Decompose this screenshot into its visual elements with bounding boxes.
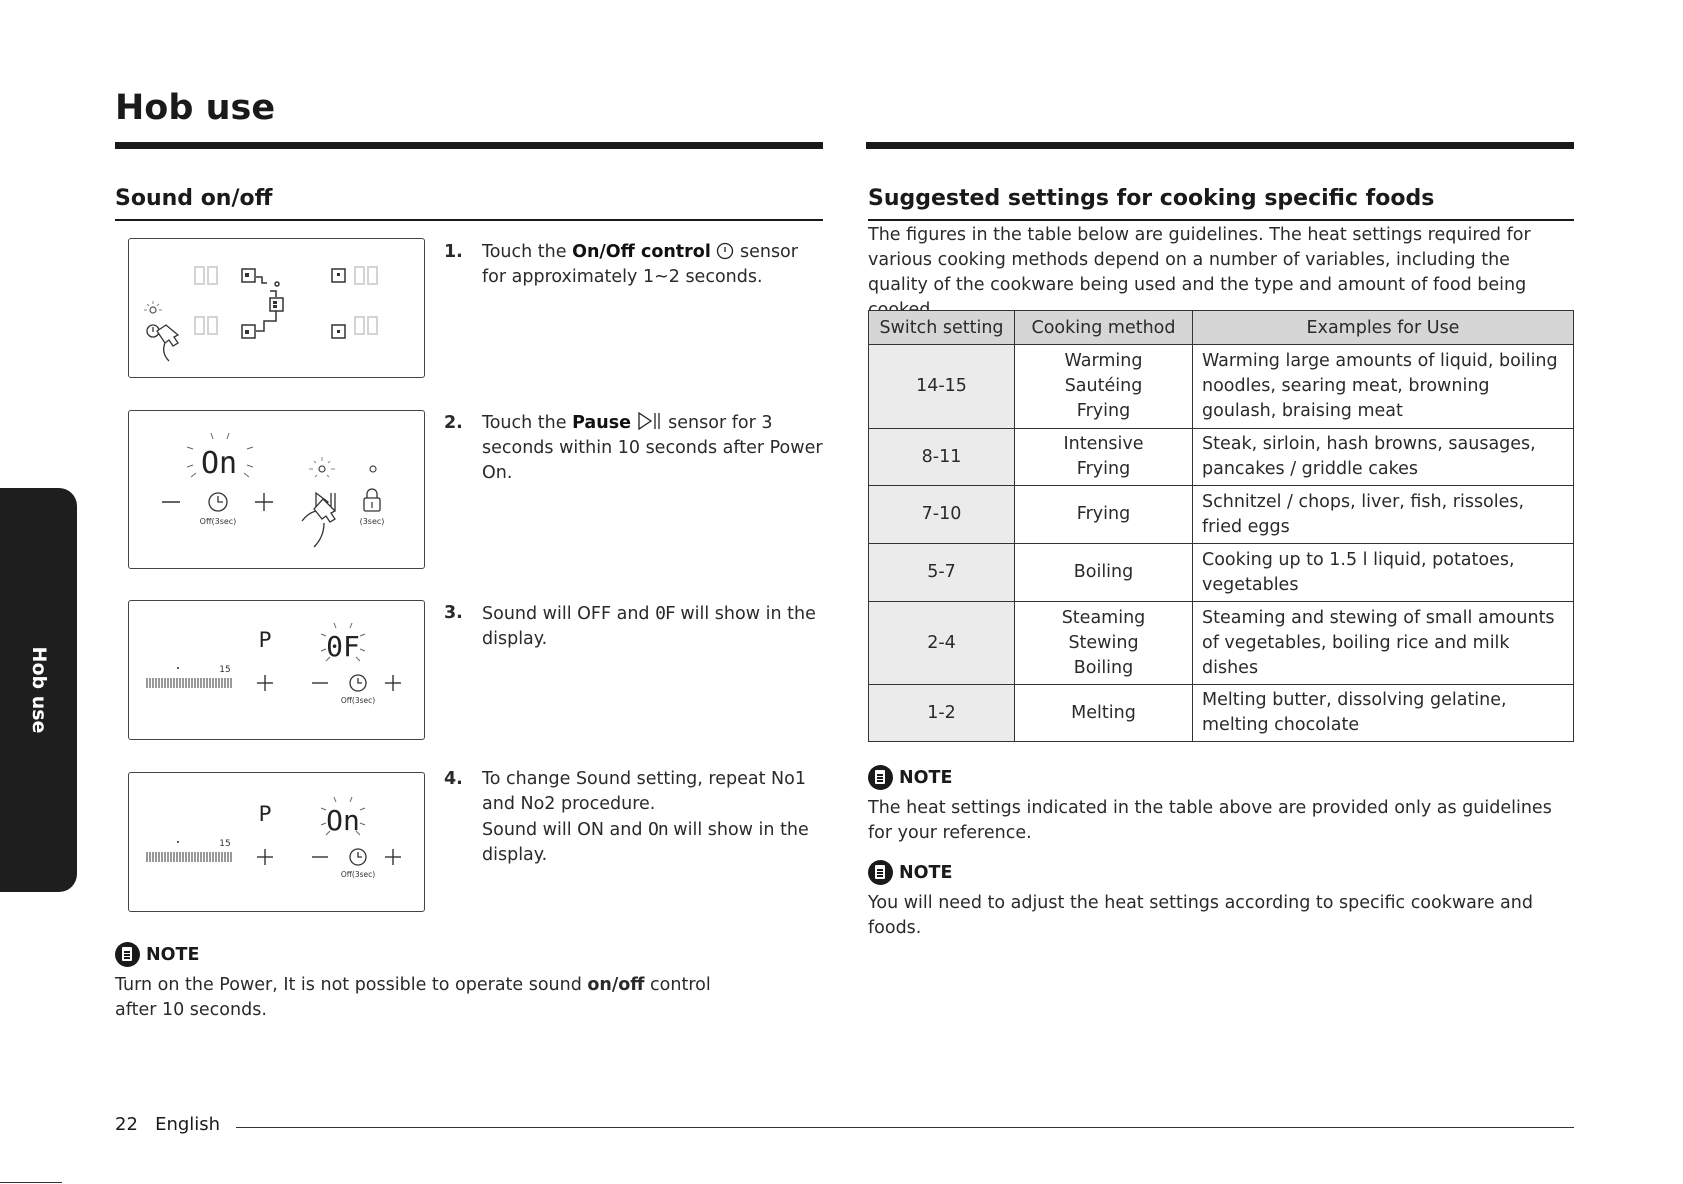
step-3-text-pre: Sound will OFF and [482, 604, 656, 624]
examples-cell: Steaming and stewing of small amounts of vegetables, boiling rice and milk dishes [1193, 602, 1574, 685]
hob-zones-diagram [129, 239, 424, 377]
method: Sautéing [1064, 376, 1143, 396]
cooking-method-cell [1015, 602, 1193, 685]
page-footer [115, 1114, 220, 1135]
settings-note-2-heading [868, 860, 952, 885]
control-panel-diagram-4 [128, 772, 425, 912]
power-level-p: P [258, 628, 272, 652]
footer-rule [236, 1127, 1574, 1128]
step-2-control-name: Pause [572, 413, 631, 433]
step-1-text-post: sensor for approximately 1~2 seconds. [482, 242, 798, 287]
examples-cell: Schnitzel / chops, liver, fish, rissoles, fried eggs [1193, 486, 1574, 544]
level-15: 15 [219, 839, 231, 849]
table-header-row [869, 311, 1574, 345]
display-code-on: On [648, 819, 668, 840]
header-switch-setting: Switch setting [869, 311, 1015, 345]
settings-intro: The figures in the table below are guidelines. The heat settings required for various cooking methods depend on a number of variables, including the quality of the cookware being used and the type and amount of food being [868, 225, 1531, 295]
sound-off-diagram [129, 601, 424, 739]
examples-cell: Warming large amounts of liquid, boiling noodles, searing meat, browning goulash, braising meat [1193, 345, 1574, 429]
note-icon [868, 860, 893, 885]
page-title: Hob use [115, 88, 276, 128]
step-4-text-post: will show in the display. [482, 820, 809, 865]
control-panel-diagram-2 [128, 410, 425, 569]
table-row [869, 602, 1574, 685]
switch-setting-cell: 7-10 [869, 486, 1015, 544]
step-2-text-pre: Touch the [482, 413, 573, 433]
sound-section-rule [115, 219, 823, 221]
page-number: 22 [115, 1114, 138, 1135]
lock-label: (3sec) [359, 517, 385, 526]
header-rule-right [866, 142, 1574, 149]
switch-setting-cell: 1-2 [869, 685, 1015, 742]
cooking-method-cell [1015, 486, 1193, 544]
switch-setting-cell: 2-4 [869, 602, 1015, 685]
step-3-number: 3. [444, 603, 463, 623]
step-1-number: 1. [444, 242, 463, 262]
timer-label: Off(3sec) [340, 696, 376, 705]
settings-section-title: Suggested settings for cooking specific foods [868, 186, 1435, 211]
power-icon [716, 242, 734, 260]
method: Frying [1076, 504, 1131, 524]
sound-note-pre: Turn on the Power, It is not possible to operate sound [115, 975, 588, 995]
display-0f: 0F [326, 630, 360, 663]
settings-note-2-label: NOTE [899, 862, 953, 883]
control-panel-diagram-1 [128, 238, 425, 378]
method: Stewing [1068, 632, 1139, 653]
sound-note-label: NOTE [146, 944, 200, 965]
method: Warming [1064, 351, 1143, 371]
control-panel-diagram-3 [128, 600, 425, 740]
side-tab-label: Hob use [27, 646, 50, 734]
switch-setting-cell: 5-7 [869, 544, 1015, 602]
display-on: On [326, 804, 360, 837]
method: Boiling [1073, 657, 1134, 678]
cooking-method-cell [1015, 544, 1193, 602]
timer-label: Off(3sec) [340, 870, 376, 879]
header-rule-left [115, 142, 823, 149]
step-1-control-name: On/Off control [572, 242, 711, 262]
display-on: On [200, 446, 238, 481]
table-row [869, 544, 1574, 602]
header-examples: Examples for Use [1193, 311, 1574, 345]
table-row [869, 486, 1574, 544]
method: Frying [1076, 459, 1131, 479]
method: Melting [1071, 702, 1136, 723]
sound-note-bold: on/off [587, 975, 645, 995]
method: Frying [1076, 401, 1131, 421]
pause-sensor-diagram [129, 411, 424, 568]
sound-on-diagram [129, 773, 424, 911]
sound-note-post: control after 10 seconds. [115, 975, 711, 1020]
cooking-settings-table [868, 310, 1574, 742]
examples-cell: Melting butter, dissolving gelatine, melting chocolate [1193, 685, 1574, 742]
method: Intensive [1063, 434, 1144, 454]
settings-note-1-heading [868, 765, 952, 790]
sound-section-title: Sound on/off [115, 186, 273, 211]
switch-setting-cell: 14-15 [869, 345, 1015, 429]
method: Steaming [1061, 607, 1146, 628]
step-4-line1: To change Sound setting, repeat No1 and No2 procedure. [482, 769, 806, 814]
switch-setting-cell: 8-11 [869, 429, 1015, 486]
timer-label: Off(3sec) [199, 517, 237, 526]
level-15: 15 [219, 665, 231, 675]
side-tab [0, 488, 77, 892]
note-icon [868, 765, 893, 790]
table-row [869, 429, 1574, 486]
page-language: English [155, 1114, 221, 1135]
settings-note-1-text: The heat settings indicated in the table above are provided only as guidelines for your reference. [868, 798, 1552, 843]
table-row [869, 345, 1574, 429]
cooking-method-cell [1015, 345, 1193, 429]
table-row [869, 685, 1574, 742]
cooking-method-cell [1015, 429, 1193, 486]
settings-note-2-text: You will need to adjust the heat settings according to specific cookware and foods. [868, 893, 1533, 938]
step-2-text-post: sensor for 3 seconds within 10 seconds after Power On. [482, 413, 823, 483]
step-2-number: 2. [444, 413, 463, 433]
power-level-p: P [258, 802, 272, 826]
cooking-method-cell [1015, 685, 1193, 742]
pause-icon [637, 411, 663, 431]
examples-cell: Steak, sirloin, hash browns, sausages, pancakes / griddle cakes [1193, 429, 1574, 486]
step-1-text-pre: Touch the [482, 242, 573, 262]
step-3-text-post: will show in the display. [482, 604, 816, 649]
sound-note-text [115, 973, 755, 1023]
corner-rule [0, 1182, 62, 1183]
display-code-0f: 0F [655, 603, 675, 624]
step-4-number: 4. [444, 769, 463, 789]
settings-section-rule [868, 219, 1574, 221]
sound-note-heading [115, 942, 199, 967]
method: Boiling [1073, 562, 1134, 582]
header-cooking-method: Cooking method [1015, 311, 1193, 345]
step-4-text-pre: Sound will ON and [482, 820, 649, 840]
examples-cell: Cooking up to 1.5 l liquid, potatoes, vegetables [1193, 544, 1574, 602]
note-icon [115, 942, 140, 967]
settings-note-1-label: NOTE [899, 767, 953, 788]
